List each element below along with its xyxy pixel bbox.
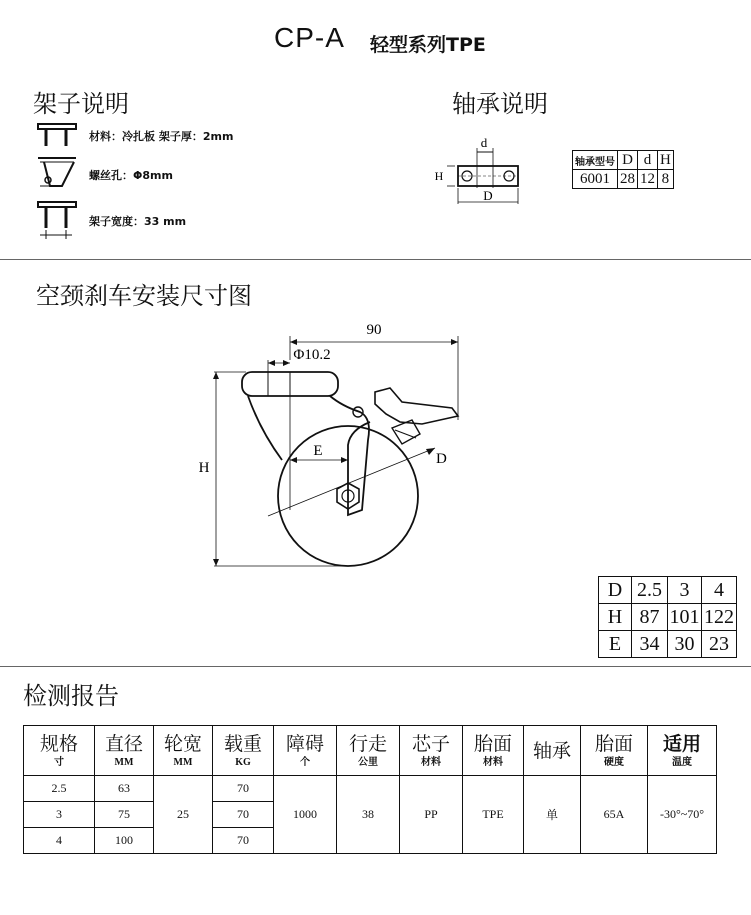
dim-D-label: D bbox=[436, 451, 447, 467]
bearing-H-label: H bbox=[434, 169, 444, 183]
report-diameter: 63 bbox=[95, 776, 154, 802]
report-header: 障碍 个 bbox=[274, 726, 337, 776]
report-size: 3 bbox=[24, 802, 95, 828]
bearing-header-H: H bbox=[658, 151, 674, 170]
frame-note-material: 材料：冷扎板 架子厚：2mm bbox=[89, 130, 234, 143]
report-size: 2.5 bbox=[24, 776, 95, 802]
dim-E-label: E bbox=[313, 443, 323, 459]
report-core: PP bbox=[400, 776, 463, 854]
bearing-header-d: d bbox=[638, 151, 658, 170]
series-name: 轻型系列TPE bbox=[370, 34, 486, 56]
report-obstacles: 1000 bbox=[274, 776, 337, 854]
report-header: 直径 MM bbox=[95, 726, 154, 776]
report-tread: TPE bbox=[463, 776, 524, 854]
bearing-value-d: 12 bbox=[638, 170, 658, 189]
install-section-title: 空颈刹车安装尺寸图 bbox=[36, 282, 252, 310]
report-header: 载重 KG bbox=[213, 726, 274, 776]
caster-drawing bbox=[190, 310, 490, 580]
size-table-cell: 2.5 bbox=[632, 577, 668, 604]
frame-width-icon bbox=[38, 202, 76, 239]
frame-plate-icon bbox=[38, 124, 76, 146]
bearing-value-H: 8 bbox=[658, 170, 674, 189]
report-hardness: 65A bbox=[581, 776, 648, 854]
report-header: 行走 公里 bbox=[337, 726, 400, 776]
dim-width-label: 90 bbox=[366, 322, 382, 338]
size-table-cell: H bbox=[599, 604, 632, 631]
model-code: CP-A bbox=[274, 22, 345, 53]
size-table-cell: D bbox=[599, 577, 632, 604]
report-header: 胎面 硬度 bbox=[581, 726, 648, 776]
bearing-D-label: D bbox=[483, 188, 493, 203]
frame-icons bbox=[36, 122, 86, 242]
size-table-cell: 122 bbox=[702, 604, 737, 631]
report-table bbox=[23, 725, 717, 854]
bearing-value-model: 6001 bbox=[573, 170, 618, 189]
size-table-cell: 30 bbox=[668, 631, 702, 658]
report-load: 70 bbox=[213, 828, 274, 854]
size-table-cell: 4 bbox=[702, 577, 737, 604]
bearing-section-title: 轴承说明 bbox=[452, 90, 548, 118]
frame-note-hole: 螺丝孔：Φ8mm bbox=[89, 169, 173, 182]
bearing-diagram bbox=[425, 130, 535, 210]
bearing-table bbox=[572, 150, 674, 189]
report-size: 4 bbox=[24, 828, 95, 854]
frame-side-icon bbox=[38, 158, 76, 186]
report-header: 芯子 材料 bbox=[400, 726, 463, 776]
report-diameter: 75 bbox=[95, 802, 154, 828]
size-table-cell: 23 bbox=[702, 631, 737, 658]
bearing-d-label: d bbox=[480, 135, 488, 150]
report-header: 胎面 材料 bbox=[463, 726, 524, 776]
report-walking: 38 bbox=[337, 776, 400, 854]
bearing-header-D: D bbox=[618, 151, 638, 170]
report-load: 70 bbox=[213, 802, 274, 828]
report-header: 轮宽 MM bbox=[154, 726, 213, 776]
report-bearing: 单 bbox=[524, 776, 581, 854]
report-section-title: 检测报告 bbox=[23, 682, 119, 710]
section-divider-2 bbox=[0, 666, 751, 667]
size-table-cell: E bbox=[599, 631, 632, 658]
size-table-cell: 3 bbox=[668, 577, 702, 604]
report-load: 70 bbox=[213, 776, 274, 802]
dim-H-label: H bbox=[198, 460, 210, 476]
report-header: 规格 寸 bbox=[24, 726, 95, 776]
report-header: 轴承 bbox=[524, 726, 581, 776]
size-table-cell: 101 bbox=[668, 604, 702, 631]
frame-note-width: 架子宽度：33 mm bbox=[89, 215, 187, 228]
report-temperature: -30°~70° bbox=[648, 776, 717, 854]
size-table bbox=[598, 576, 737, 658]
section-divider-1 bbox=[0, 259, 751, 260]
report-header: 适用 温度 bbox=[648, 726, 717, 776]
size-table-cell: 87 bbox=[632, 604, 668, 631]
bearing-value-D: 28 bbox=[618, 170, 638, 189]
bearing-header-model: 轴承型号 bbox=[573, 151, 618, 170]
dim-hole-label: Φ10.2 bbox=[293, 347, 331, 363]
report-wheel-width: 25 bbox=[154, 776, 213, 854]
frame-section-title: 架子说明 bbox=[33, 90, 129, 118]
report-diameter: 100 bbox=[95, 828, 154, 854]
size-table-cell: 34 bbox=[632, 631, 668, 658]
